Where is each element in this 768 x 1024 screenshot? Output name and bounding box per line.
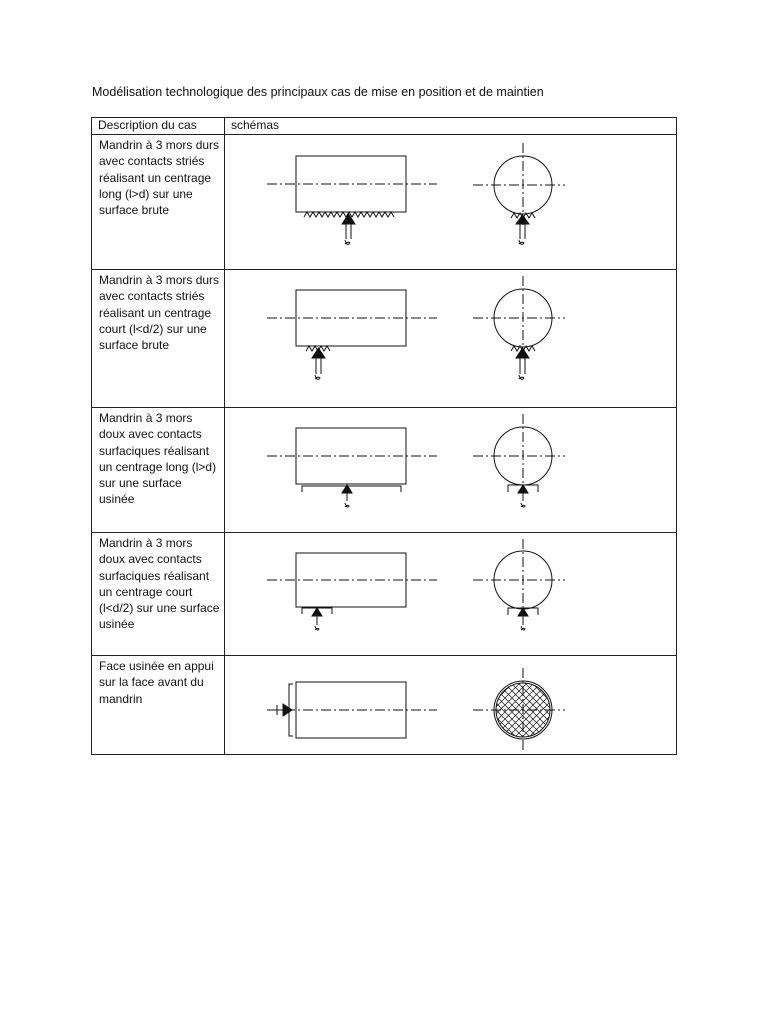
schema-drawing: [225, 270, 677, 407]
case-description: Mandrin à 3 mors doux avec contacts surfaciques réalisant un centrage long (l>d) sur une surface usinée: [92, 408, 225, 533]
cases-table: [91, 117, 677, 755]
case-description: Mandrin à 3 mors durs avec contacts striés réalisant un centrage court (l<d/2) sur une surface brute: [92, 270, 225, 408]
table-row: [92, 135, 677, 270]
clamp-symbol-icon: [315, 626, 319, 630]
clamp-symbol-icon: [345, 240, 350, 244]
case-description: Mandrin à 3 mors durs avec contacts striés réalisant un centrage long (l>d) sur une surface brute: [92, 135, 225, 270]
schema-striated-long: [225, 135, 677, 270]
schema-drawing: [225, 533, 677, 655]
header-description: Description du cas: [92, 118, 225, 135]
schema-flat-long: [225, 408, 677, 533]
document-title: Modélisation technologique des principaux cas de mise en position et de maintien: [92, 85, 544, 99]
schema-striated-short: [225, 270, 677, 408]
arrow-right-icon: [283, 704, 292, 716]
table-row: [92, 656, 677, 755]
header-schemas: schémas: [225, 118, 677, 135]
case-description: Mandrin à 3 mors doux avec contacts surfaciques réalisant un centrage court (l<d/2) sur une surface usinée: [92, 533, 225, 656]
schema-drawing: [225, 408, 677, 532]
clamp-symbol-icon: [315, 375, 320, 379]
table-header-row: [92, 118, 677, 135]
table-row: [92, 533, 677, 656]
table-row: [92, 408, 677, 533]
schema-drawing: [225, 135, 677, 269]
flat-contact: [302, 486, 401, 492]
case-description: Face usinée en appui sur la face avant du mandrin: [92, 656, 225, 755]
clamp-symbol-icon: [345, 503, 349, 507]
table-row: [92, 270, 677, 408]
schema-drawing: [225, 656, 677, 754]
arrow-up-icon: [312, 608, 322, 616]
schema-face-support: [225, 656, 677, 755]
schema-flat-short: [225, 533, 677, 656]
